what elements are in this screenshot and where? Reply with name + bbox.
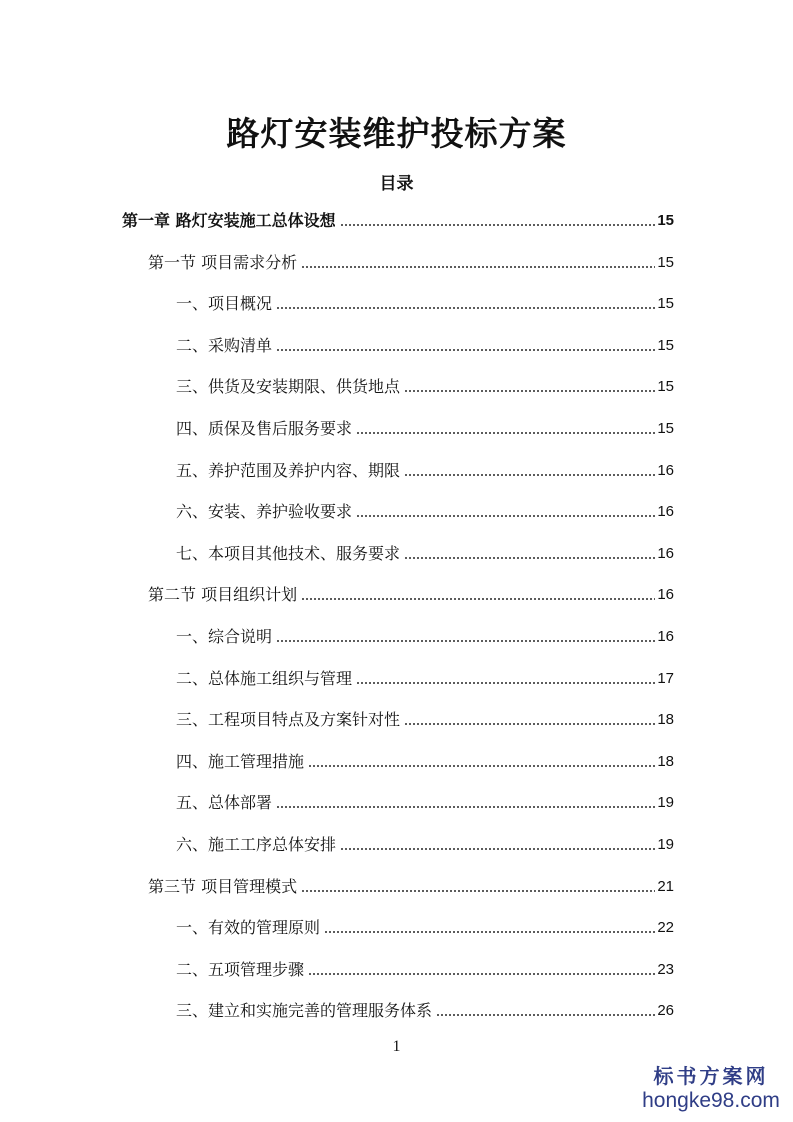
toc-dot-leader	[404, 473, 655, 477]
toc-entry-label: 四、质保及售后服务要求	[176, 419, 353, 438]
toc-entry-page: 16	[657, 503, 674, 520]
toc-entry[interactable]	[176, 667, 674, 691]
toc-entry[interactable]	[176, 625, 674, 649]
toc-entry[interactable]	[176, 833, 674, 857]
toc-dot-leader	[276, 348, 655, 352]
toc-entry[interactable]	[176, 417, 674, 441]
toc-entry-label: 六、安装、养护验收要求	[176, 502, 353, 521]
toc-dot-leader	[301, 597, 655, 601]
toc-dot-leader	[436, 1013, 655, 1017]
toc-entry-label: 三、供货及安装期限、供货地点	[176, 377, 401, 396]
toc-entry-label: 二、五项管理步骤	[176, 960, 305, 979]
toc-entry-label: 七、本项目其他技术、服务要求	[176, 544, 401, 563]
toc-dot-leader	[308, 764, 655, 768]
toc-entry-page: 19	[657, 794, 674, 811]
toc-entry[interactable]	[176, 791, 674, 815]
page-number: 1	[392, 1038, 401, 1055]
toc-dot-leader	[276, 639, 655, 643]
toc-entry-label: 六、施工工序总体安排	[176, 835, 337, 854]
toc-dot-leader	[301, 889, 655, 893]
toc-dot-leader	[301, 265, 655, 269]
toc-entry-label: 三、建立和实施完善的管理服务体系	[176, 1001, 433, 1020]
toc-entry-page: 22	[657, 919, 674, 936]
toc-dot-leader	[324, 930, 655, 934]
toc-dot-leader	[404, 722, 655, 726]
watermark	[641, 1064, 781, 1114]
toc-entry-label: 二、采购清单	[176, 336, 273, 355]
toc-dot-leader	[308, 972, 655, 976]
toc-entry-page: 15	[657, 337, 674, 354]
toc-entry-label: 五、总体部署	[176, 793, 273, 812]
toc-entry-page: 26	[657, 1002, 674, 1019]
toc-entry-page: 15	[657, 212, 674, 229]
toc-entry-page: 23	[657, 961, 674, 978]
toc-entry[interactable]	[176, 459, 674, 483]
toc-entry-page: 15	[657, 254, 674, 271]
toc-entry-label: 四、施工管理措施	[176, 752, 305, 771]
toc-entry[interactable]	[176, 750, 674, 774]
toc-dot-leader	[340, 223, 656, 227]
toc-entry-page: 15	[657, 420, 674, 437]
toc-entry-label: 一、项目概况	[176, 294, 273, 313]
toc-entry[interactable]	[176, 375, 674, 399]
toc-entry[interactable]	[122, 209, 674, 233]
toc-entry[interactable]	[148, 251, 674, 275]
toc-entry[interactable]	[176, 958, 674, 982]
toc-entry[interactable]	[176, 334, 674, 358]
toc-entry-page: 15	[657, 378, 674, 395]
toc-entry-label: 五、养护范围及养护内容、期限	[176, 461, 401, 480]
toc-dot-leader	[276, 805, 655, 809]
watermark-url: hongke98.com	[642, 1089, 780, 1112]
toc-entry-label: 第二节 项目组织计划	[148, 585, 298, 604]
toc-entry-page: 16	[657, 462, 674, 479]
toc-entry-page: 16	[657, 586, 674, 603]
toc-entry-page: 18	[657, 711, 674, 728]
toc-entry-page: 16	[657, 628, 674, 645]
toc-entry-label: 一、有效的管理原则	[176, 918, 321, 937]
document-title: 路灯安装维护投标方案	[226, 114, 567, 153]
toc-dot-leader	[404, 389, 655, 393]
toc-entry-page: 16	[657, 545, 674, 562]
toc-entry[interactable]	[148, 583, 674, 607]
toc-entry[interactable]	[176, 708, 674, 732]
watermark-name: 标书方案网	[653, 1064, 769, 1088]
toc-entry[interactable]	[148, 875, 674, 899]
toc-heading: 目录	[379, 174, 414, 194]
toc-dot-leader	[404, 556, 655, 560]
toc-dot-leader	[276, 306, 655, 310]
toc-dot-leader	[356, 431, 655, 435]
toc-entry-page: 21	[657, 878, 674, 895]
toc-entry-page: 18	[657, 753, 674, 770]
toc-dot-leader	[356, 514, 655, 518]
toc-entry-page: 15	[657, 295, 674, 312]
toc-dot-leader	[340, 847, 655, 851]
toc-entry[interactable]	[176, 500, 674, 524]
toc-entry-label: 第一章 路灯安装施工总体设想	[122, 211, 336, 230]
toc-entry-label: 第三节 项目管理模式	[148, 877, 298, 896]
toc-entry-label: 三、工程项目特点及方案针对性	[176, 710, 401, 729]
toc-entry-label: 第一节 项目需求分析	[148, 253, 298, 272]
toc-entry[interactable]	[176, 999, 674, 1023]
toc-dot-leader	[356, 681, 655, 685]
toc-entry[interactable]	[176, 292, 674, 316]
toc-entry-label: 一、综合说明	[176, 627, 273, 646]
toc-entry-page: 17	[657, 670, 674, 687]
toc-entry[interactable]	[176, 916, 674, 940]
toc-entry-label: 二、总体施工组织与管理	[176, 669, 353, 688]
toc-entry-page: 19	[657, 836, 674, 853]
toc-entry[interactable]	[176, 542, 674, 566]
